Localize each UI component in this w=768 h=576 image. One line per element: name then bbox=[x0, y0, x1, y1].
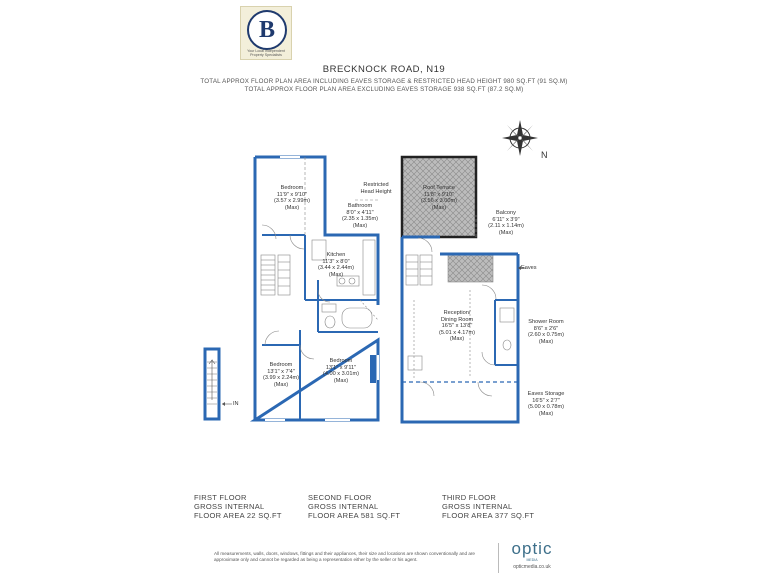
room-imperial: 6'11" x 3'9" bbox=[492, 216, 520, 223]
room-metric: (2.11 x 1.14m) bbox=[488, 223, 524, 230]
disclaimer: All measurements, walls, doors, windows, fittings and their appliances, their size and locations are shown conventionally and are approximate only and cannot be regarded as being a representation either by the seller or his agent. bbox=[214, 551, 475, 562]
room-imperial: 13'1" x 9'11" bbox=[325, 364, 357, 371]
floor-area: FLOOR AREA 581 SQ.FT bbox=[308, 511, 401, 520]
room-name: Kitchen bbox=[326, 252, 346, 258]
room-metric: (3.57 x 2.99m) bbox=[273, 198, 311, 205]
room-metric: (4.00 x 3.01m) bbox=[322, 371, 360, 378]
room-name: Bedroom bbox=[329, 358, 353, 364]
room-roof-terrace bbox=[406, 185, 472, 211]
room-reception-dining bbox=[424, 310, 490, 343]
first-floor-plan bbox=[205, 349, 232, 419]
entrance-label: IN bbox=[233, 401, 239, 407]
optic-media-logo bbox=[502, 540, 562, 570]
floor-area: FLOOR AREA 22 SQ.FT bbox=[194, 511, 282, 520]
room-imperial: 8'6" x 2'6" bbox=[533, 325, 559, 332]
floor-line2: GROSS INTERNAL bbox=[308, 502, 379, 511]
room-note: (Max) bbox=[431, 204, 447, 211]
logo-letter: B bbox=[247, 10, 287, 50]
floor-line2: GROSS INTERNAL bbox=[194, 502, 265, 511]
room-imperial: 13'1" x 7'4" bbox=[267, 368, 295, 375]
room-note: (Max) bbox=[284, 204, 300, 211]
room-imperial: 8'0" x 4'11" bbox=[346, 209, 374, 216]
room-note: (Max) bbox=[449, 336, 465, 343]
room-metric: (3.99 x 2.24m) bbox=[262, 375, 300, 382]
room-name: Shower Room bbox=[528, 319, 564, 325]
floor-name: THIRD FLOOR bbox=[442, 493, 497, 502]
label-restricted-head-height bbox=[352, 182, 400, 195]
floor-area-third bbox=[442, 493, 534, 520]
room-metric: (5.01 x 4.17m) bbox=[438, 329, 476, 336]
room-imperial: 11'8" x 9'10" bbox=[423, 191, 455, 198]
room-imperial: 16'5" x 2'7" bbox=[532, 397, 560, 404]
total-area-excluding: TOTAL APPROX FLOOR PLAN AREA EXCLUDING EAVES STORAGE 938 SQ.FT (87.2 SQ.M) bbox=[244, 86, 524, 93]
room-name: Bedroom bbox=[269, 362, 293, 368]
room-note: (Max) bbox=[333, 377, 349, 384]
room-balcony bbox=[478, 210, 534, 236]
room-name: Bathroom bbox=[347, 203, 373, 209]
brand-url: opticmedia.co.uk bbox=[513, 564, 551, 570]
restricted-line1: Restricted bbox=[363, 182, 389, 188]
north-label: N bbox=[541, 150, 548, 160]
page-title: BRECKNOCK ROAD, N19 bbox=[322, 64, 446, 75]
floor-area-second bbox=[308, 493, 400, 520]
brand-sub: MEDIA bbox=[526, 558, 538, 562]
room-note: (Max) bbox=[328, 271, 344, 278]
room-bedroom-1 bbox=[262, 185, 322, 211]
room-name-2: Dining Room bbox=[440, 316, 474, 323]
floor-area-first bbox=[194, 493, 282, 520]
total-area-including: TOTAL APPROX FLOOR PLAN AREA INCLUDING EAVES STORAGE & RESTRICTED HEAD HEIGHT 980 SQ.FT (91 SQ.M) bbox=[200, 78, 568, 85]
room-name: Eaves bbox=[521, 265, 537, 271]
room-metric: (3.44 x 2.44m) bbox=[317, 265, 355, 272]
room-kitchen bbox=[308, 252, 364, 278]
floor-name: SECOND FLOOR bbox=[308, 493, 372, 502]
room-metric: (5.00 x 0.78m) bbox=[527, 404, 565, 411]
room-note: (Max) bbox=[538, 410, 554, 417]
room-bedroom-3 bbox=[313, 358, 369, 384]
footer-divider bbox=[498, 543, 499, 573]
room-metric: (2.60 x 0.75m) bbox=[527, 332, 565, 339]
room-name: Eaves Storage bbox=[527, 391, 565, 397]
room-name: Roof Terrace bbox=[423, 185, 455, 191]
room-eaves-storage bbox=[520, 391, 572, 417]
room-note: (Max) bbox=[498, 229, 514, 236]
floor-name: FIRST FLOOR bbox=[194, 493, 247, 502]
room-note: (Max) bbox=[273, 381, 289, 388]
room-bathroom bbox=[330, 203, 390, 229]
room-name: Bedroom bbox=[280, 185, 304, 191]
room-imperial: 16'5" x 13'8" bbox=[441, 323, 473, 330]
room-note: (Max) bbox=[352, 222, 368, 229]
room-name: Reception/ bbox=[443, 310, 471, 316]
restricted-line2: Head Height bbox=[360, 188, 392, 195]
brand-word: optic bbox=[511, 539, 553, 558]
room-metric: (3.56 x 3.00m) bbox=[420, 198, 458, 205]
room-name: Balcony bbox=[496, 210, 516, 216]
room-metric: (2.35 x 1.35m) bbox=[341, 216, 379, 223]
room-imperial: 11'3" x 8'0" bbox=[322, 258, 350, 265]
room-imperial: 11'9" x 9'10" bbox=[276, 191, 308, 198]
room-bedroom-2 bbox=[256, 362, 306, 388]
floor-area: FLOOR AREA 377 SQ.FT bbox=[442, 511, 535, 520]
room-note: (Max) bbox=[538, 338, 554, 345]
room-shower-room bbox=[520, 319, 572, 345]
floor-line2: GROSS INTERNAL bbox=[442, 502, 513, 511]
logo-tagline: Your Local Independent Property Specialists bbox=[247, 49, 285, 58]
label-eaves bbox=[521, 265, 545, 272]
